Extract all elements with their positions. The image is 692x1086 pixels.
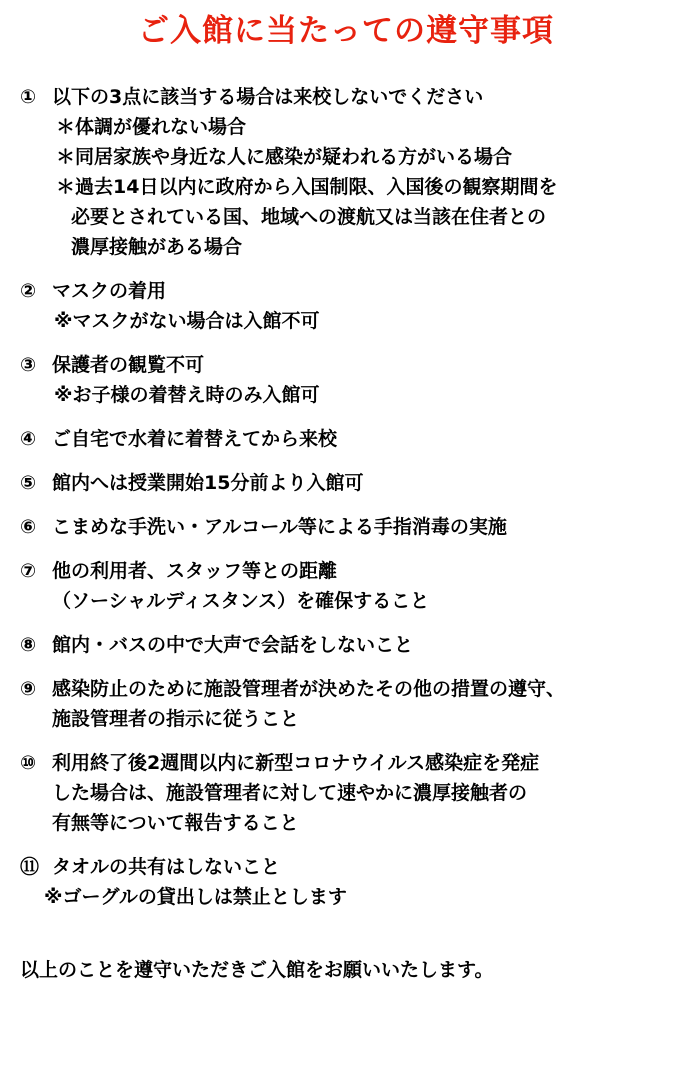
rule-text: 利用終了後2週間以内に新型コロナウイルス感染症を発症	[52, 752, 540, 774]
rule-number: ①	[20, 86, 37, 108]
rule-subitem: ＊過去14日以内に政府から入国制限、入国後の観察期間を	[56, 176, 558, 198]
rule-number: ⑥	[20, 516, 37, 538]
rule-item-5	[20, 468, 680, 498]
rule-item-4	[20, 424, 680, 454]
rule-text: 館内へは授業開始15分前より入館可	[52, 472, 364, 494]
rule-number: ④	[20, 428, 37, 450]
rules-list	[20, 82, 680, 926]
rule-number: ②	[20, 280, 37, 302]
closing-message: 以上のことを遵守いただきご入館をお願いいたします。	[20, 959, 494, 981]
rule-subitem-continued: 濃厚接触がある場合	[71, 236, 243, 258]
rule-subitem: ＊同居家族や身近な人に感染が疑われる方がいる場合	[56, 146, 513, 168]
rule-text: タオルの共有はしないこと	[52, 856, 281, 878]
rule-number: ⑦	[20, 560, 37, 582]
rule-subitem-continued: 必要とされている国、地域への渡航又は当該在住者との	[71, 206, 547, 228]
rule-note: ※マスクがない場合は入館不可	[54, 310, 320, 332]
rule-text: マスクの着用	[52, 280, 167, 302]
page-title: ご入館に当たっての遵守事項	[138, 13, 554, 49]
rule-text: 他の利用者、スタッフ等との距離	[52, 560, 338, 582]
rule-item-2	[20, 276, 680, 336]
rule-text: ご自宅で水着に着替えてから来校	[52, 428, 338, 450]
rule-text: 感染防止のために施設管理者が決めたその他の措置の遵守、	[52, 678, 566, 700]
rule-item-8	[20, 630, 680, 660]
rule-text-continued: 施設管理者の指示に従うこと	[52, 708, 300, 730]
rule-note: ※お子様の着替え時のみ入館可	[54, 384, 320, 406]
rule-item-7	[20, 556, 680, 616]
rule-text-continued: した場合は、施設管理者に対して速やかに濃厚接触者の	[52, 782, 528, 804]
rule-item-10	[20, 748, 680, 838]
rule-subitem: ＊体調が優れない場合	[56, 116, 247, 138]
rule-item-6	[20, 512, 680, 542]
rule-number: ⑩	[20, 752, 37, 774]
rule-text-continued: 有無等について報告すること	[52, 812, 299, 834]
rule-number: ⑨	[20, 678, 37, 700]
rule-text-continued: （ソーシャルディスタンス）を確保すること	[52, 590, 430, 612]
rule-item-11	[20, 852, 680, 912]
rule-number: ③	[20, 354, 37, 376]
rule-item-3	[20, 350, 680, 410]
rule-number: ⑧	[20, 634, 37, 656]
rule-item-1	[20, 82, 680, 262]
rule-text: 以下の3点に該当する場合は来校しないでください	[52, 86, 484, 108]
rule-number: ⑤	[20, 472, 37, 494]
rule-number: ⑪	[20, 856, 40, 878]
rule-text: 館内・バスの中で大声で会話をしないこと	[52, 634, 414, 656]
rule-note: ※ゴーグルの貸出しは禁止とします	[44, 886, 347, 908]
rule-text: 保護者の観覧不可	[52, 354, 205, 376]
rule-item-9	[20, 674, 680, 734]
rule-text: こまめな手洗い・アルコール等による手指消毒の実施	[52, 516, 507, 538]
